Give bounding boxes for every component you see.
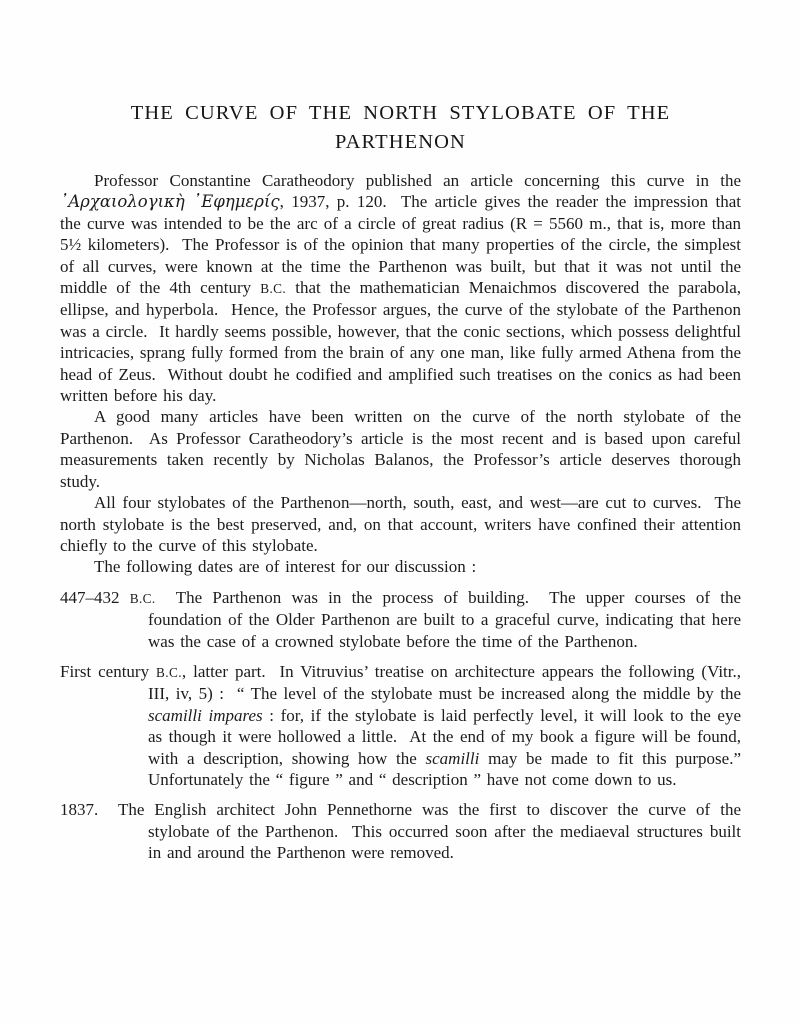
date-list: [60, 587, 753, 864]
text-run: , 1937, p. 120. The article gives the reader the impression that the curve was intended to be the arc of a circle of great radius (R = 5560 m., that is, more than 5½ kilometers). The Professor is of the opinion that many properties of the circle, the simplest of all curves, were known at the time the Parthenon was built, but that it was not until the middle of the 4th century: [60, 192, 747, 298]
date-entry: [60, 799, 747, 863]
text-run: , latter part. In Vitruvius’ treatise on architecture appears the following (Vitr., III, iv, 5) : “ The level of the stylobate must be increased along the middle by the: [148, 661, 747, 704]
text-run: All four stylobates of the Parthenon—north, south, east, and west—are cut to curves. The north stylobate is the best preserved, and, on that account, writers have confined their attention chiefly to the curve of this stylobate.: [60, 493, 747, 555]
text-run: : for, if the stylobate is laid perfectly level, it will look to the eye as though it were hollowed a little. At the end of my book a figure will be found, with a description, showing how the: [148, 705, 747, 768]
text-run: The following dates are of interest for our discussion :: [94, 557, 477, 577]
article-title: [60, 99, 741, 157]
italic-text-run: scamilli impares: [148, 705, 263, 725]
paragraph: [60, 556, 741, 577]
text-run: Professor Constantine Caratheodory published an article concerning this curve in the: [94, 171, 747, 190]
italic-text-run: scamilli: [425, 748, 480, 768]
text-run: may be made to fit this purpose.” Unfortunately the “ figure ” and “ description ” have not come down to us.: [148, 748, 753, 789]
paragraph: [60, 406, 747, 492]
paragraph-list: [60, 170, 747, 578]
paragraph: [60, 492, 747, 556]
date-entry: [60, 661, 753, 790]
text-run: First century: [60, 661, 157, 681]
text-run: The Parthenon was in the process of building. The upper courses of the foundation of the Older Parthenon are built to a graceful curve, indicating that here was the case of a crowned stylobate before the time of the Parthenon.: [148, 587, 747, 651]
article-title-line-2: PARTHENON: [335, 131, 466, 153]
article-body: [60, 170, 753, 864]
smallcaps-text-run: B.C.: [260, 281, 287, 297]
text-run: 447–432: [60, 587, 130, 607]
paragraph: [60, 170, 747, 406]
text-run: A good many articles have been written on the curve of the north stylobate of the Parthenon. As Professor Caratheodory’s article is the most recent and is based upon careful measurements taken recently by Nicholas Balanos, the Professor’s article deserves thorough study.: [60, 407, 747, 491]
smallcaps-text-run: B.C.: [129, 590, 156, 606]
article-title-line-1: THE CURVE OF THE NORTH STYLOBATE OF THE: [130, 102, 671, 124]
page-content: [60, 0, 753, 864]
text-run: that the mathematician Menaichmos discovered the parabola, ellipse, and hyperbola. Hence, the Professor argues, the curve of the stylobate of the Parthenon was a circle. It hardly seems possible, however, that the conic sections, which possess delightful intricacies, sprang fully formed from the brain of any one man, like fully armed Athena from the head of Zeus. Without doubt he codified and amplified such treatises on the conics as had been written before his day.: [60, 278, 747, 406]
smallcaps-text-run: B.C.: [156, 664, 182, 680]
text-run: 1837. The English architect John Pennethorne was the first to discover the curve of the stylobate of the Parthenon. This occurred soon after the mediaeval structures built in and around the Parthenon were removed.: [60, 800, 747, 863]
greek-text-run: ᾿Αρχαιολογικὴ ᾿Εφημερίς: [60, 192, 280, 212]
date-entry: [60, 587, 747, 652]
